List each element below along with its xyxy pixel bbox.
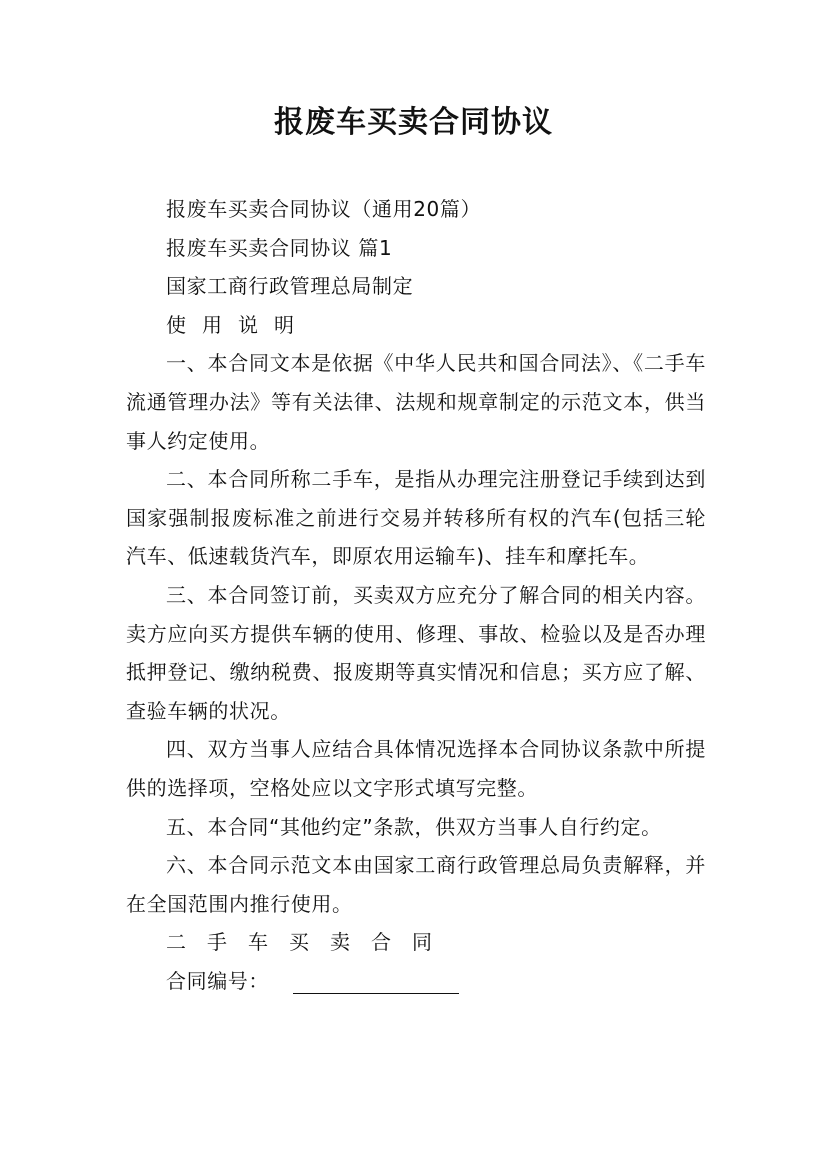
paragraph-usage-heading: 使用说明 (166, 312, 310, 337)
paragraph-item-2: 二、本合同所称二手车，是指从办理完注册登记手续到达到国家强制报废标准之前进行交易并转移所有权的汽车(包括三轮汽车、低速载货汽车，即原农用运输车)、挂车和摩托车。 (126, 467, 706, 569)
paragraph-issuer: 国家工商行政管理总局制定 (166, 274, 414, 299)
paragraph-item-3: 三、本合同签订前，买卖双方应充分了解合同的相关内容。卖方应向买方提供车辆的使用、修理、事故、检验以及是否办理抵押登记、缴纳税费、报废期等真实情况和信息；买方应了解、查验车辆的状况。 (126, 582, 706, 723)
paragraph-item-6: 六、本合同示范文本由国家工商行政管理总局负责解释，并在全国范围内推行使用。 (126, 853, 706, 916)
paragraph-article-heading: 报废车买卖合同协议 篇1 (166, 235, 393, 260)
document-title: 报废车买卖合同协议 (274, 105, 553, 140)
paragraph-item-5: 五、本合同“其他约定”条款，供双方当事人自行约定。 (166, 814, 662, 839)
contract-number-label: 合同编号： (166, 968, 269, 993)
paragraph-contract-number (126, 962, 706, 1001)
paragraph-item-4: 四、双方当事人应结合具体情况选择本合同协议条款中所提供的选择项，空格处应以文字形式填写完整。 (126, 737, 706, 800)
contract-number-blank (293, 971, 459, 994)
paragraph-item-1: 一、本合同文本是依据《中华人民共和国合同法》、《二手车流通管理办法》等有关法律、法规和规章制定的示范文本，供当事人约定使用。 (126, 351, 706, 453)
paragraph-contract-heading: 二手车买卖合同 (166, 930, 453, 955)
document-body (126, 190, 706, 1000)
paragraph-subtitle: 报废车买卖合同协议（通用20篇） (166, 197, 482, 221)
